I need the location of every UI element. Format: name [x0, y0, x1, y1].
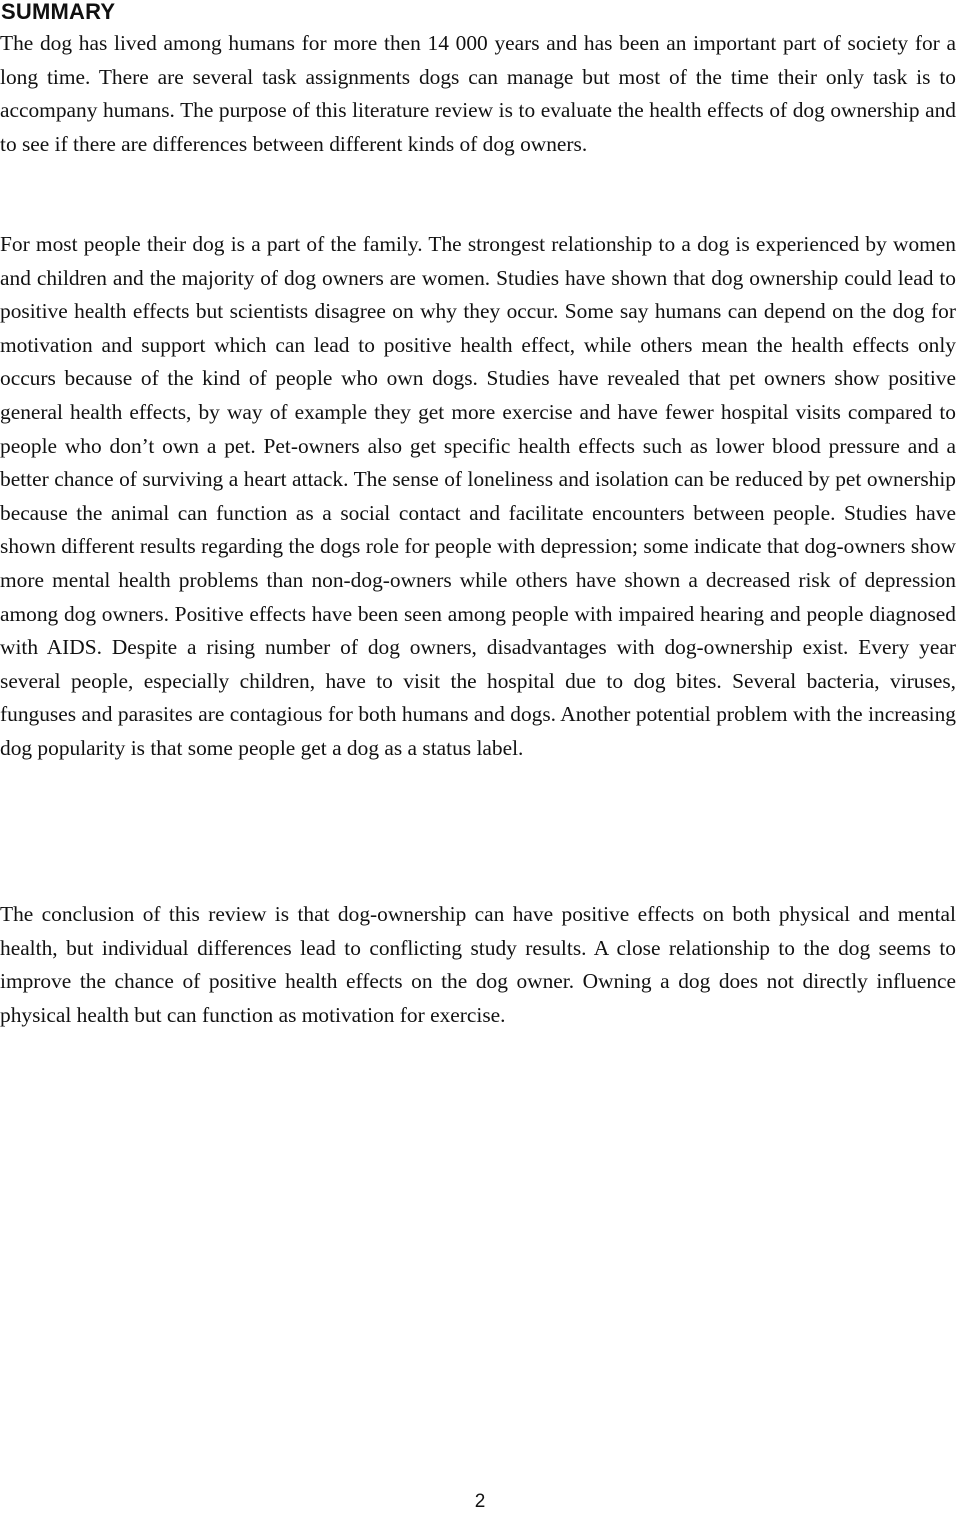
section-heading: SUMMARY: [1, 0, 116, 24]
summary-paragraph-3: The conclusion of this review is that dog-ownership can have positive effects on both physical and mental health, but individual differences lead to conflicting study results. A close relationship to the dog seems to improve the chance of positive health effects on the dog owner. Owning a dog does not directly influence physical health but can function as motivation for exercise.: [0, 902, 956, 1027]
summary-paragraph-2: For most people their dog is a part of the family. The strongest relationship to a dog is experienced by women and children and the majority of dog owners are women. Studies have shown that dog ownership could lead to positive health effects but scientists disagree on why they occur. Some say humans can depend on the dog for motivation and support which can lead to positive health effect, while others mean the health effects only occurs because of the kind of people who own dogs. Studies have revealed that pet owners show positive general health effects, by way of example they get more exercise and have fewer hospital visits compared to people who don’t own a pet. Pet-owners also get specific health effects such as lower blood pressure and a better chance of surviving a heart attack. The sense of loneliness and isolation can be reduced by pet ownership because the animal can function as a social contact and facilitate encounters between people. Studies have shown different results regarding the dogs role for people with depression; some indicate that dog-owners show more mental health problems than non-dog-owners while others have shown a decreased risk of depression among dog owners. Positive effects have been seen among people with impaired hearing and people diagnosed with AIDS. Despite a rising number of dog owners, disadvantages with dog-ownership exist. Every year several people, especially children, have to visit the hospital due to dog bites. Several bacteria, viruses, funguses and parasites are contagious for both humans and dogs. Another potential problem with the increasing dog popularity is that some people get a dog as a status label.: [0, 232, 956, 760]
page-number: 2: [474, 1491, 486, 1512]
summary-paragraph-1: The dog has lived among humans for more then 14 000 years and has been an important part of society for a long time. There are several task assignments dogs can manage but most of the time their only task is to accompany humans. The purpose of this literature review is to evaluate the health effects of dog ownership and to see if there are differences between different kinds of dog owners.: [0, 31, 956, 156]
